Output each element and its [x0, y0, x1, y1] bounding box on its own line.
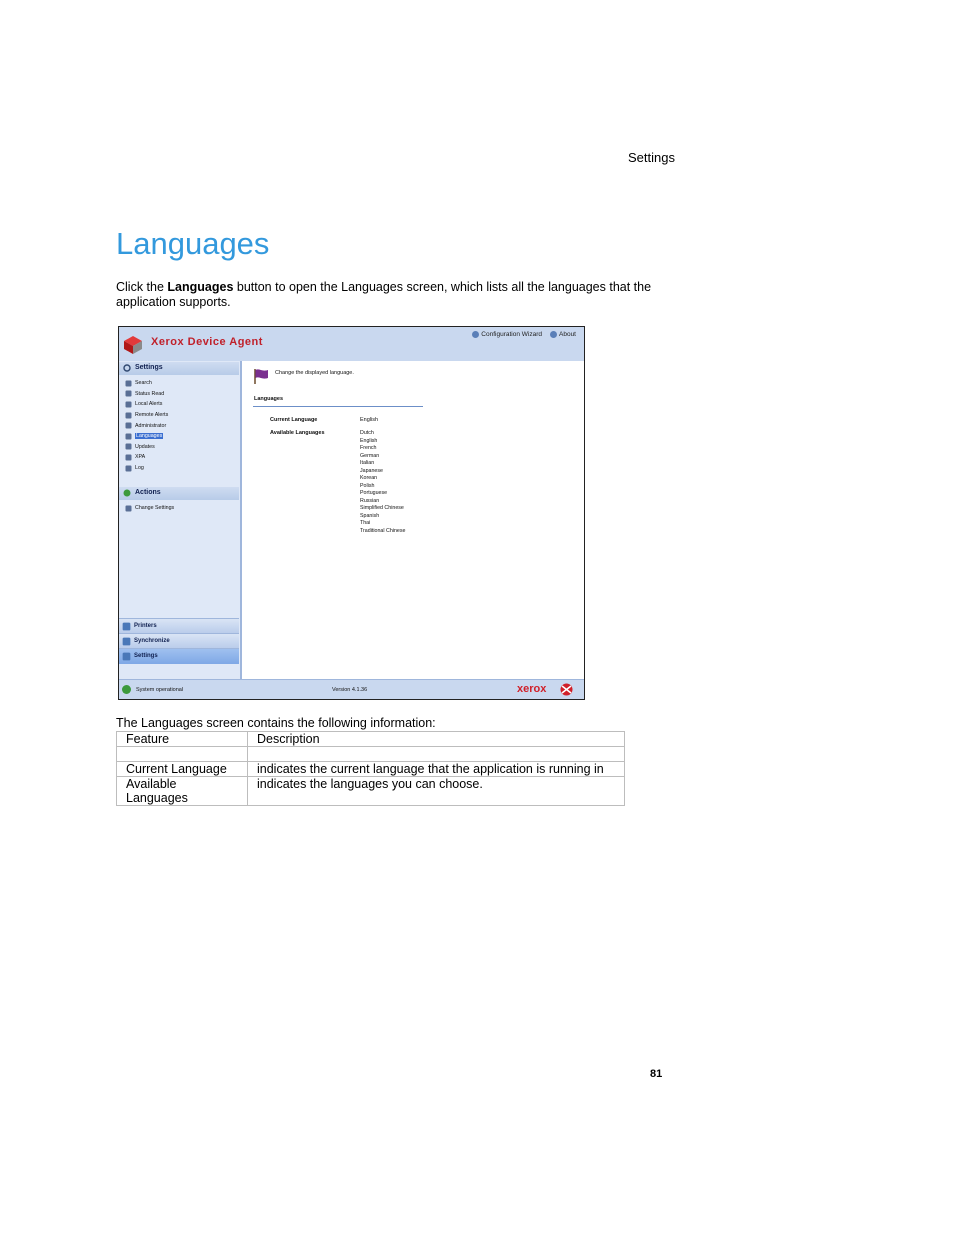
remote-alerts-icon	[125, 412, 132, 419]
language-item[interactable]: Russian	[360, 497, 380, 504]
header-feature: Feature	[117, 732, 248, 747]
intro-bold: Languages	[167, 280, 234, 294]
sidebar-item-label: Local Alerts	[135, 401, 163, 408]
status-bar	[119, 679, 584, 700]
intro-after: button to open the Languages screen, which lists all the languages that the application supports.	[116, 280, 652, 309]
table-header-row	[117, 732, 625, 747]
nav-button-settings[interactable]	[119, 648, 239, 664]
sidebar-item-remote-alerts[interactable]	[125, 410, 168, 421]
log-icon	[125, 465, 132, 472]
language-item[interactable]: Japanese	[360, 467, 383, 474]
available-languages-list	[360, 430, 405, 535]
nav-button-label: Printers	[134, 623, 157, 629]
status-ok-icon	[122, 685, 131, 694]
wizard-icon	[472, 331, 479, 338]
language-hint: Change the displayed language.	[275, 370, 354, 376]
sidebar-item-label: Search	[135, 380, 152, 387]
flag-icon	[125, 433, 132, 440]
sidebar-item-label: Updates	[135, 443, 155, 450]
magnifier-icon	[125, 380, 132, 387]
table-row	[117, 762, 625, 777]
app-screenshot	[118, 326, 585, 700]
configuration-wizard-link[interactable]	[472, 331, 542, 338]
page-number: 81	[650, 1068, 663, 1080]
sidebar-item-label: Remote Alerts	[135, 412, 169, 419]
sidebar-item-local-alerts[interactable]	[125, 399, 168, 410]
table-cell: Available Languages	[117, 777, 248, 806]
language-item[interactable]: Thai	[360, 520, 371, 526]
flag-icon	[252, 367, 270, 385]
xerox-logo: xerox	[517, 683, 547, 695]
sidebar-item-label: Languages	[136, 433, 163, 440]
printer-icon	[122, 622, 131, 631]
table-cell	[117, 747, 248, 762]
administrator-icon	[125, 422, 132, 429]
actions-header-icon	[123, 489, 131, 497]
sidebar-item-search[interactable]	[125, 378, 168, 389]
status-read-icon	[125, 390, 132, 397]
language-item[interactable]: German	[360, 452, 380, 459]
table-cell: indicates the current language that the application is running in	[248, 762, 625, 777]
version-text: Version 4.1.36	[332, 687, 368, 693]
sidebar-item-languages[interactable]	[125, 431, 168, 442]
settings-icon	[122, 652, 131, 661]
sidebar-item-xpa[interactable]	[125, 452, 168, 463]
sidebar	[119, 361, 242, 679]
language-item[interactable]: Korean	[360, 475, 378, 481]
updates-icon	[125, 443, 132, 450]
xerox-ball-icon	[560, 683, 573, 696]
available-languages-label: Available Languages	[270, 430, 325, 436]
sidebar-item-label: Change Settings	[135, 505, 175, 512]
xda-logo-icon	[123, 335, 143, 355]
current-language-value: English	[360, 417, 379, 423]
actions-header-label: Actions	[135, 489, 161, 496]
table-row	[117, 777, 625, 806]
language-item[interactable]: Dutch	[360, 430, 374, 436]
page-title: Languages	[116, 226, 270, 261]
about-link[interactable]	[550, 331, 576, 338]
sidebar-item-label: Administrator	[135, 422, 167, 429]
table-caption: The Languages screen contains the following information:	[116, 716, 436, 730]
sidebar-item-label: Log	[135, 465, 144, 472]
section-divider	[253, 406, 423, 407]
nav-button-printers[interactable]	[119, 618, 239, 634]
language-item[interactable]: Traditional Chinese	[360, 527, 406, 534]
language-item[interactable]: Spanish	[360, 512, 380, 519]
about-label: About	[559, 331, 576, 338]
language-item[interactable]: Simplified Chinese	[360, 505, 404, 511]
language-item[interactable]: Portuguese	[360, 490, 388, 496]
table-cell: indicates the languages you can choose.	[248, 777, 625, 806]
nav-button-label: Settings	[134, 653, 158, 659]
settings-list	[125, 378, 168, 473]
nav-button-synchronize[interactable]	[119, 633, 239, 649]
languages-section-title: Languages	[254, 396, 284, 402]
xpa-icon	[125, 454, 132, 461]
table-row	[117, 747, 625, 762]
info-table	[116, 731, 625, 806]
sidebar-item-administrator[interactable]	[125, 420, 168, 431]
actions-list	[125, 503, 174, 514]
sidebar-item-change-settings[interactable]	[125, 503, 174, 514]
languages-pane	[242, 361, 584, 679]
sidebar-item-status-read[interactable]	[125, 389, 168, 400]
language-item[interactable]: French	[360, 445, 377, 451]
app-title: Xerox Device Agent	[151, 336, 263, 348]
settings-header-label: Settings	[135, 364, 163, 371]
intro-before: Click the	[116, 280, 168, 294]
language-item[interactable]: Polish	[360, 482, 375, 489]
actions-panel-header	[119, 487, 239, 500]
sidebar-item-updates[interactable]	[125, 442, 168, 453]
current-language-label: Current Language	[270, 417, 318, 423]
language-item[interactable]: Italian	[360, 460, 375, 466]
sidebar-item-label: XPA	[135, 454, 146, 461]
sidebar-item-label: Status Read	[135, 390, 165, 397]
app-title-bar	[119, 327, 584, 361]
settings-panel-header	[119, 362, 239, 375]
table-cell: Current Language	[117, 762, 248, 777]
settings-header-icon	[123, 364, 131, 372]
configuration-wizard-label: Configuration Wizard	[481, 331, 542, 338]
status-text: System operational	[136, 687, 184, 693]
pencil-icon	[125, 505, 132, 512]
language-item[interactable]: English	[360, 437, 378, 444]
nav-button-label: Synchronize	[134, 638, 170, 644]
table-cell	[248, 747, 625, 762]
help-icon	[550, 331, 557, 338]
section-header: Settings	[628, 150, 675, 165]
local-alerts-icon	[125, 401, 132, 408]
sidebar-item-log[interactable]	[125, 463, 168, 474]
synchronize-icon	[122, 637, 131, 646]
header-description: Description	[248, 732, 625, 747]
intro-paragraph	[116, 280, 681, 310]
